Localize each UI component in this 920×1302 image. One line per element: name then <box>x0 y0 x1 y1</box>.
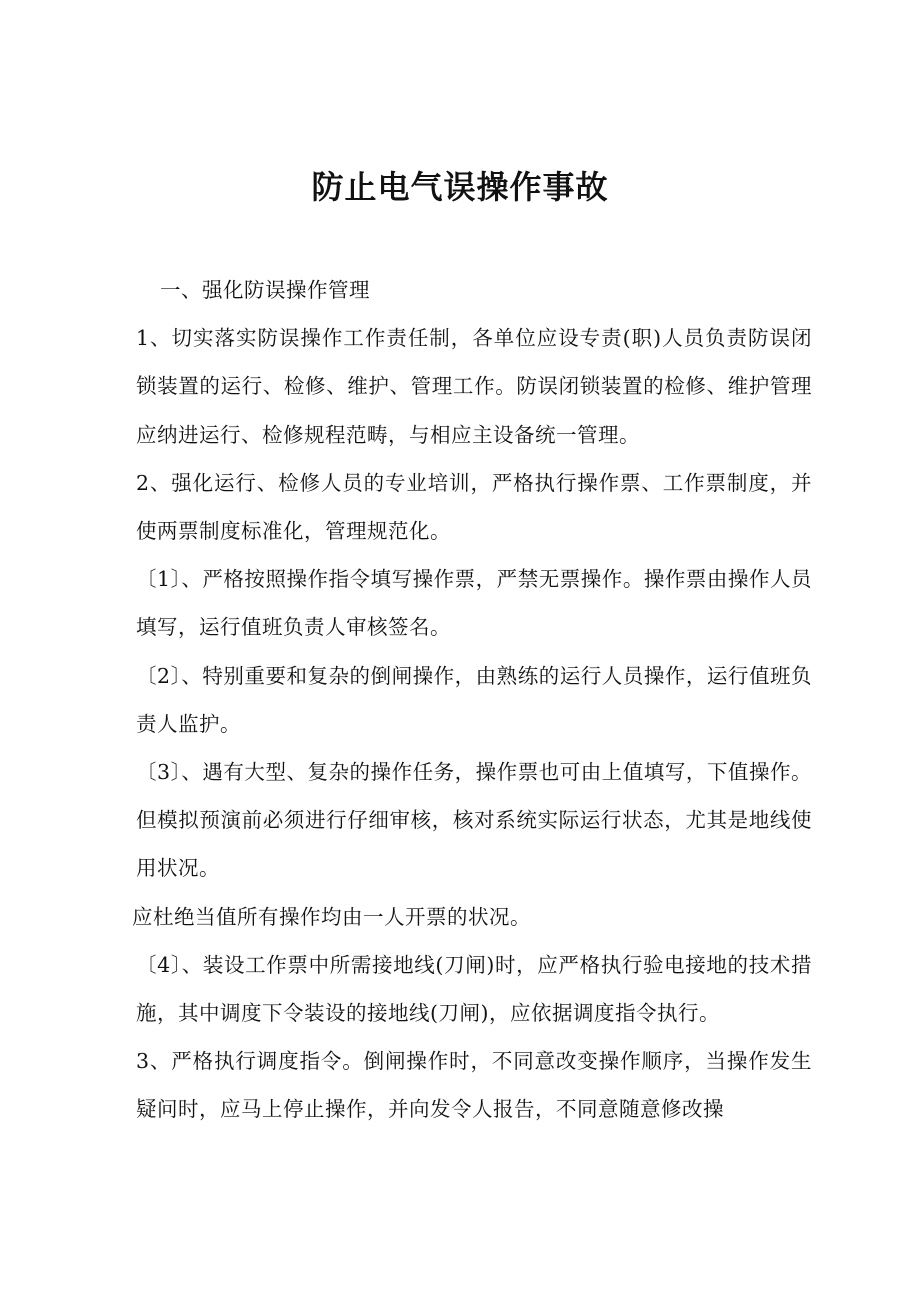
paragraph-item-1: 1、切实落实防误操作工作责任制，各单位应设专责(职)人员负责防误闭锁装置的运行、检修、维护、管理工作。防误闭锁装置的检修、维护管理应纳进运行、检修规程范畴，与相应主设备统一管理。 <box>136 326 812 447</box>
paragraph-subitem-2: 〔2〕、特别重要和复杂的倒闸操作，由熟练的运行人员操作，运行值班负责人监护。 <box>136 663 812 736</box>
document-title: 防止电气误操作事故 <box>311 168 609 206</box>
paragraph-item-3: 3、严格执行调度指令。倒闸操作时，不同意改变操作顺序，当操作发生疑问时，应马上停止操作，并向发令人报告，不同意随意修改操 <box>136 1049 812 1122</box>
section-heading: 一、强化防误操作管理 <box>160 278 370 302</box>
document-body <box>122 266 812 1134</box>
paragraph-item-2: 2、强化运行、检修人员的专业培训，严格执行操作票、工作票制度，并使两票制度标准化，管理规范化。 <box>136 470 812 544</box>
paragraph-subitem-4: 〔4〕、装设工作票中所需接地线(刀闸)时，应严格执行验电接地的技术措施，其中调度下令装设的接地线(刀闸)，应依据调度指令执行。 <box>136 952 812 1026</box>
paragraph-subitem-1: 〔1〕、严格按照操作指令填写操作票，严禁无票操作。操作票由操作人员填写，运行值班负责人审核签名。 <box>136 567 812 640</box>
paragraph-subitem-3: 〔3〕、遇有大型、复杂的操作任务，操作票也可由上值填写，下值操作。但模拟预演前必须进行仔细审核，核对系统实际运行状态，尤其是地线使用状况。 <box>136 760 812 881</box>
paragraph-note: 应杜绝当值所有操作均由一人开票的状况。 <box>132 904 531 929</box>
